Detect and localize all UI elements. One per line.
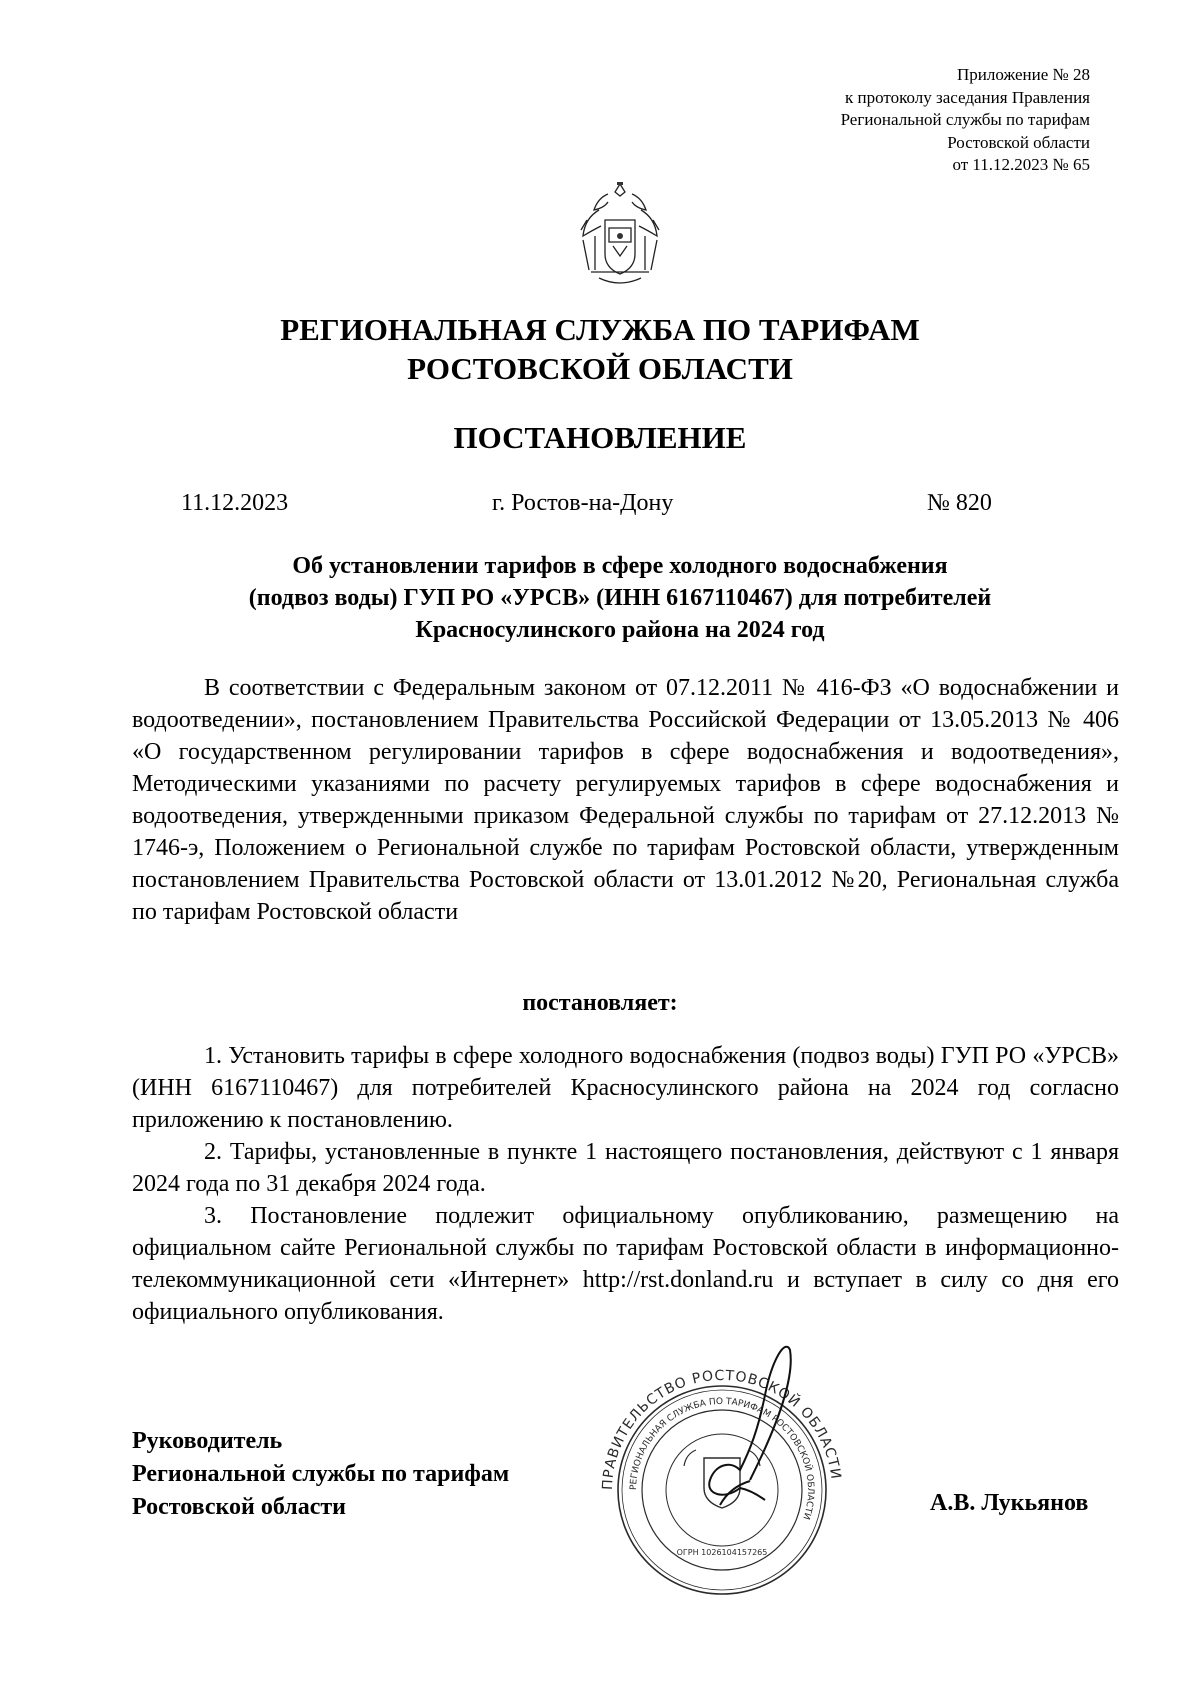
decree-items xyxy=(132,1040,1119,1328)
organization-name xyxy=(0,310,1200,388)
signatory-title xyxy=(132,1425,509,1524)
document-subject xyxy=(140,550,1100,646)
document-type: ПОСТАНОВЛЕНИЕ xyxy=(453,420,747,455)
decree-word: постановляет: xyxy=(522,990,678,1016)
seal-ogrn-text: ОГРН 1026104157265 xyxy=(676,1548,768,1557)
document-date: 11.12.2023 xyxy=(181,490,289,516)
document-number: № 820 xyxy=(927,490,992,516)
document-place: г. Ростов-на-Дону xyxy=(492,490,674,516)
decree-item-3: 3. Постановление подлежит официальному опубликованию, размещению на официальном сайте Региональной службы по тарифам Ростовской области в информационно-телекоммуникационной сети «Интернет» http://rst.donland.ru и вступает в силу со дня его официального опубликования. xyxy=(132,1203,1119,1325)
coat-of-arms-icon xyxy=(575,180,665,290)
subject-line-3: Красносулинского района на 2024 год xyxy=(415,617,825,643)
appendix-agency: Региональной службы по тарифам xyxy=(840,110,1090,129)
official-seal-icon xyxy=(600,1340,845,1600)
appendix-protocol: к протоколу заседания Правления xyxy=(845,87,1090,107)
signatory-name: А.В. Лукьянов xyxy=(930,1490,1089,1516)
seal-inner-text: РЕГИОНАЛЬНАЯ СЛУЖБА ПО ТАРИФАМ РОСТОВСКОЙ ОБЛАСТИ xyxy=(628,1396,816,1521)
signatory-title-line-1: Руководитель xyxy=(132,1428,283,1454)
preamble-text: В соответствии с Федеральным законом от 07.12.2011 № 416-ФЗ «О водоснабжении и водоотведении», постановлением Правительства Российской Федерации от 13.05.2013 № 406 «О государственном регулировании тарифов в сфере водоснабжения и водоотведения», Методическими указаниями по расчету регулируемых тарифов в сфере водоснабжения и водоотведения, утвержденными приказом Федеральной службы по тарифам от 27.12.2013 № 1746-э, Положением о Региональной службе по тарифам Ростовской области, утвержденным постановлением Правительства Ростовской области от 13.01.2012 №20, Региональная служба по тарифам Ростовской области xyxy=(132,675,1119,925)
appendix-date-number: от 11.12.2023 № 65 xyxy=(952,155,1090,174)
subject-line-2: (подвоз воды) ГУП РО «УРСВ» (ИНН 6167110467) для потребителей xyxy=(248,585,992,611)
organization-line-2: РОСТОВСКОЙ ОБЛАСТИ xyxy=(407,351,793,386)
appendix-number: Приложение № 28 xyxy=(957,65,1090,84)
signatory-title-line-3: Ростовской области xyxy=(132,1494,346,1520)
preamble xyxy=(132,672,1119,928)
seal-outer-text: ПРАВИТЕЛЬСТВО РОСТОВСКОЙ ОБЛАСТИ xyxy=(600,1367,844,1491)
decree-item-2: 2. Тарифы, установленные в пункте 1 настоящего постановления, действуют с 1 января 2024 года по 31 декабря 2024 года. xyxy=(132,1139,1119,1197)
appendix-reference xyxy=(841,64,1090,177)
appendix-region: Ростовской области xyxy=(947,132,1090,152)
organization-line-1: РЕГИОНАЛЬНАЯ СЛУЖБА ПО ТАРИФАМ xyxy=(280,312,920,347)
subject-line-1: Об установлении тарифов в сфере холодного водоснабжения xyxy=(292,553,948,579)
signatory-title-line-2: Региональной службы по тарифам xyxy=(132,1461,510,1487)
decree-item-1: 1. Установить тарифы в сфере холодного водоснабжения (подвоз воды) ГУП РО «УРСВ» (ИНН 6167110467) для потребителей Красносулинского района на 2024 год согласно приложению к постановлению. xyxy=(132,1043,1119,1133)
